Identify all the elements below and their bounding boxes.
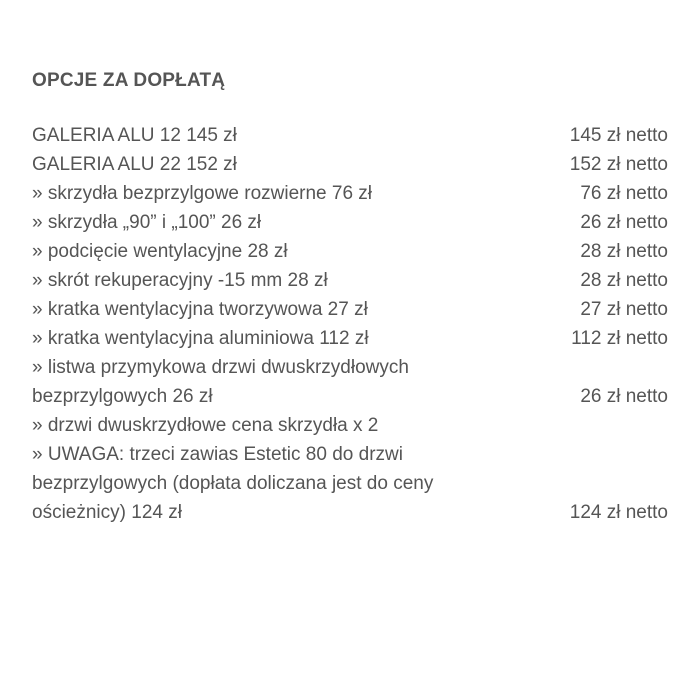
option-label: » podcięcie wentylacyjne 28 zł: [32, 241, 288, 262]
option-row: [32, 266, 668, 295]
option-label: GALERIA ALU 12 145 zł: [32, 125, 237, 146]
option-price: 28 zł netto: [580, 270, 668, 291]
option-row: [32, 411, 668, 440]
option-row: [32, 179, 668, 208]
option-price: 26 zł netto: [580, 212, 668, 233]
option-row: [32, 208, 668, 237]
option-price: 152 zł netto: [569, 154, 668, 175]
option-row: [32, 440, 668, 527]
option-label: » drzwi dwuskrzydłowe cena skrzydła x 2: [32, 415, 379, 436]
option-price: 26 zł netto: [580, 386, 668, 407]
option-row: [32, 353, 668, 411]
option-row: [32, 237, 668, 266]
option-price: 124 zł netto: [569, 502, 668, 523]
options-list: [32, 121, 668, 527]
option-price: 76 zł netto: [580, 183, 668, 204]
option-label: » kratka wentylacyjna tworzywowa 27 zł: [32, 299, 368, 320]
option-row: [32, 324, 668, 353]
option-label: » skrzydła bezprzylgowe rozwierne 76 zł: [32, 183, 373, 204]
option-row: [32, 121, 668, 150]
option-price: 28 zł netto: [580, 241, 668, 262]
option-label: » kratka wentylacyjna aluminiowa 112 zł: [32, 328, 369, 349]
option-label: » skrót rekuperacyjny -15 mm 28 zł: [32, 270, 328, 291]
option-label: GALERIA ALU 22 152 zł: [32, 154, 237, 175]
option-price: 27 zł netto: [580, 299, 668, 320]
option-label: » UWAGA: trzeci zawias Estetic 80 do drzwi bezprzylgowych (dopłata doliczana jest do ceny ościeżnicy) 124 zł: [32, 444, 434, 523]
option-label: » listwa przymykowa drzwi dwuskrzydłowych bezprzylgowych 26 zł: [32, 357, 409, 407]
option-price: 145 zł netto: [569, 125, 668, 146]
section-title: OPCJE ZA DOPŁATĄ: [32, 70, 226, 91]
option-row: [32, 295, 668, 324]
option-label: » skrzydła „90” i „100” 26 zł: [32, 212, 262, 233]
option-row: [32, 150, 668, 179]
option-price: 112 zł netto: [571, 328, 668, 349]
